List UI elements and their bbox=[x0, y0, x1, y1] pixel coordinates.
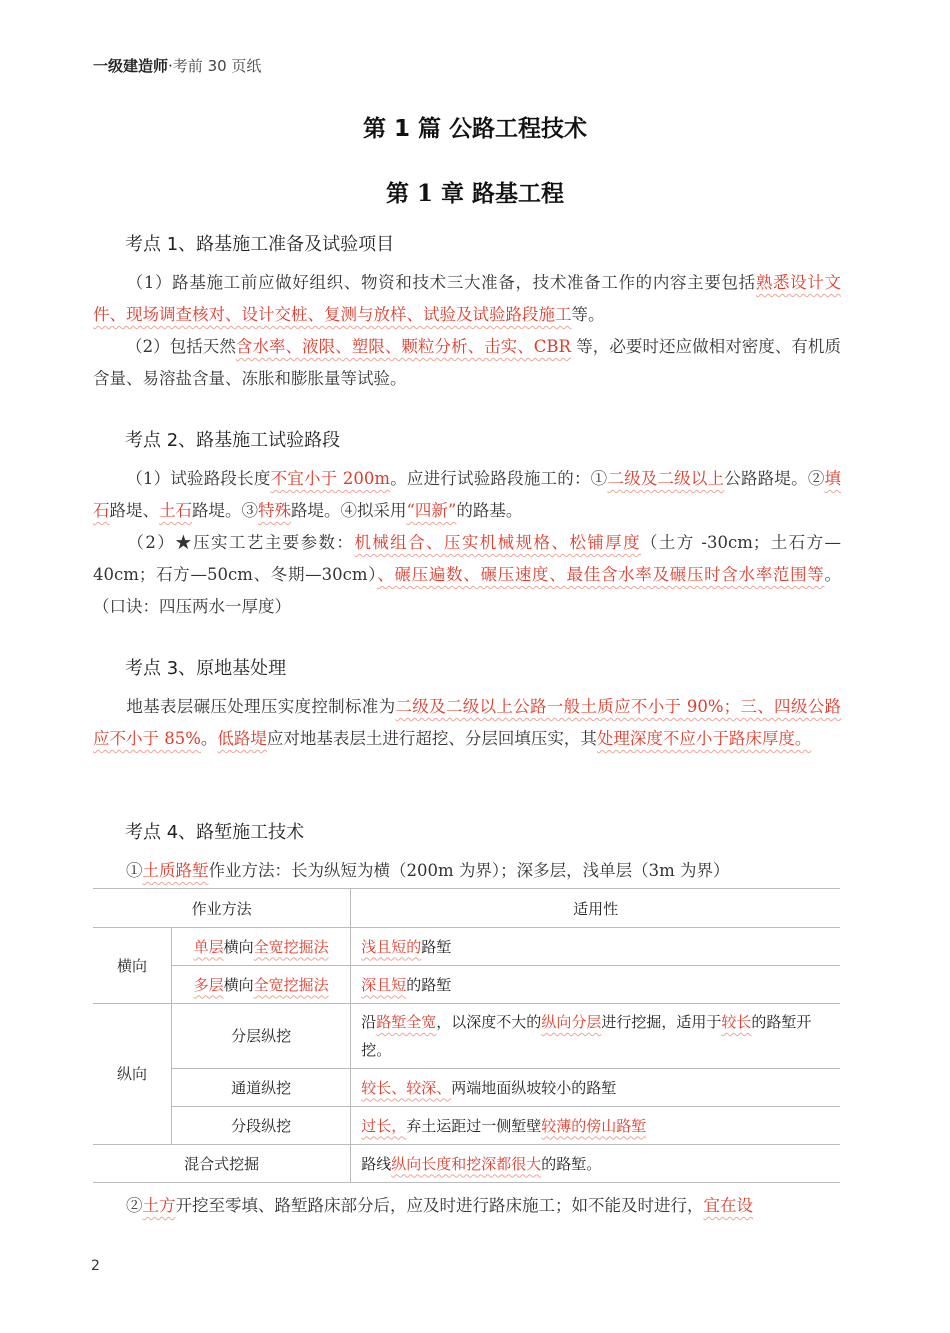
text-run: 地基表层碾压处理压实度控制标准为 bbox=[126, 697, 396, 716]
text-run: 路堤、 bbox=[109, 501, 159, 520]
text-run: （土方 -30cm；土石方—40cm；石方—50cm、冬期—30cm） bbox=[93, 533, 842, 584]
highlighted-text: 较长、较深、 bbox=[361, 1078, 452, 1097]
highlighted-text: 过长， bbox=[361, 1116, 407, 1135]
text-run: 的路堑。 bbox=[541, 1154, 602, 1173]
applicability-cell bbox=[351, 1145, 840, 1183]
highlighted-text: 较长 bbox=[721, 1013, 752, 1031]
text-run: 的路基。 bbox=[456, 501, 523, 520]
paragraph bbox=[93, 855, 841, 887]
highlighted-text: 较薄的傍山路堑 bbox=[541, 1116, 647, 1135]
text-run: 通道纵挖 bbox=[231, 1078, 292, 1097]
page-number: 2 bbox=[91, 1258, 100, 1274]
table-header-row bbox=[93, 889, 840, 928]
text-run: 的路堑开挖。 bbox=[361, 1013, 812, 1059]
highlighted-text: 多层 bbox=[193, 975, 224, 994]
highlighted-text: 处理深度不应小于路床厚度。 bbox=[596, 729, 812, 748]
highlighted-text: 机械组合、压实机械规格、松铺厚度 bbox=[354, 533, 641, 552]
paragraph bbox=[93, 331, 841, 395]
table-row bbox=[93, 1145, 840, 1183]
text-run: 等。 bbox=[571, 305, 605, 324]
highlighted-text: 熟悉设计文件、现场调查核对、设计交桩、复测与放样、试验及试验路段施工 bbox=[93, 273, 842, 324]
book-subtitle: 考前 30 页纸 bbox=[172, 57, 262, 75]
highlighted-text: 全宽挖掘法 bbox=[253, 937, 329, 956]
paragraph bbox=[93, 1190, 841, 1222]
section-heading-1: 考点 1、路基施工准备及试验项目 bbox=[125, 234, 395, 255]
group-longitudinal: 纵向 bbox=[93, 1004, 172, 1145]
highlighted-text: 纵向长度和挖深都很大 bbox=[391, 1154, 542, 1173]
text-run: 弃土运距过一侧堑壁 bbox=[406, 1116, 542, 1135]
section-heading-4: 考点 4、路堑施工技术 bbox=[125, 822, 305, 843]
running-header bbox=[93, 55, 261, 76]
applicability-cell bbox=[351, 928, 840, 966]
text-run: 公路路堤。② bbox=[724, 469, 825, 488]
highlighted-text: 低路堤 bbox=[217, 729, 267, 748]
text-run: 应对地基表层土进行超挖、分层回填压实，其 bbox=[266, 729, 597, 748]
applicability-cell bbox=[351, 1004, 840, 1069]
column-header-method: 作业方法 bbox=[93, 889, 351, 928]
text-run: 路堤。④拟采用 bbox=[291, 501, 407, 520]
group-horizontal: 横向 bbox=[93, 928, 172, 1004]
text-run: ② bbox=[126, 1196, 143, 1215]
table-row bbox=[93, 928, 840, 966]
highlighted-text: 浅且短的 bbox=[361, 937, 422, 956]
table-row bbox=[93, 966, 840, 1004]
paragraph bbox=[93, 463, 841, 527]
highlighted-text: 、碾压遍数、碾压速度、最佳含水率及碾压时含水率范围等 bbox=[377, 565, 825, 584]
highlighted-text: 含水率、液限、塑限、颗粒分析、击实、CBR bbox=[235, 337, 571, 356]
text-run: 开挖至零填、路堑路床部分后，应及时进行路床施工；如不能及时进行， bbox=[175, 1196, 704, 1215]
highlighted-text: 深且短 bbox=[361, 975, 407, 994]
text-run: 横向 bbox=[223, 975, 254, 994]
text-run: 路堑 bbox=[421, 937, 452, 956]
text-run: 路线 bbox=[361, 1154, 392, 1173]
highlighted-text: 单层 bbox=[193, 937, 224, 956]
part-title: 第 1 篇 公路工程技术 bbox=[362, 116, 588, 142]
method-cell bbox=[172, 1069, 351, 1107]
text-run: （1）路基施工前应做好组织、物资和技术三大准备，技术准备工作的内容主要包括 bbox=[126, 273, 756, 292]
text-run: ① bbox=[126, 861, 143, 880]
text-run: 路堤。③ bbox=[192, 501, 258, 520]
highlighted-text: 不宜小于 200m bbox=[270, 469, 390, 488]
text-run: 。应进行试验路段施工的：① bbox=[389, 469, 608, 488]
section-heading-3: 考点 3、原地基处理 bbox=[125, 658, 287, 679]
paragraph bbox=[93, 267, 841, 331]
text-run: 分层纵挖 bbox=[231, 1027, 292, 1045]
text-run: （2）包括天然 bbox=[126, 337, 236, 356]
text-run: 混合式挖掘 bbox=[184, 1154, 260, 1173]
paragraph bbox=[93, 691, 841, 755]
highlighted-text: 纵向分层 bbox=[541, 1013, 602, 1031]
highlighted-text: 特殊 bbox=[258, 501, 291, 520]
method-cell bbox=[93, 1145, 351, 1183]
applicability-cell bbox=[351, 1107, 840, 1145]
highlighted-text: 二级及二级以上公路一般土质应不小于 90%；三、四级公路应不小于 85% bbox=[93, 697, 842, 748]
highlighted-text: 二级及二级以上 bbox=[607, 469, 725, 488]
text-run: 等，必要时还应做相对密度、有机质含量、易溶盐含量、冻胀和膨胀量等试验。 bbox=[93, 337, 841, 388]
column-header-applicability: 适用性 bbox=[351, 889, 840, 928]
highlighted-text: 路堑全宽 bbox=[376, 1013, 437, 1031]
text-run: 两端地面纵坡较小的路堑 bbox=[451, 1078, 617, 1097]
method-cell bbox=[172, 928, 351, 966]
text-run: （1）试验路段长度 bbox=[126, 469, 271, 488]
text-run: 。（口诀：四压两水一厚度） bbox=[93, 565, 842, 616]
highlighted-text: 土方 bbox=[142, 1196, 176, 1215]
method-cell bbox=[172, 1107, 351, 1145]
table-row bbox=[93, 1004, 840, 1069]
highlighted-text: 土石 bbox=[159, 501, 192, 520]
highlighted-text: 填石 bbox=[93, 469, 842, 520]
text-run: （2）★压实工艺主要参数： bbox=[126, 533, 355, 552]
text-run: 分段纵挖 bbox=[231, 1116, 292, 1135]
applicability-cell bbox=[351, 1069, 840, 1107]
section-heading-2: 考点 2、路基施工试验路段 bbox=[125, 430, 341, 451]
highlighted-text: 土质路堑 bbox=[142, 861, 209, 880]
text-run: 的路堑 bbox=[406, 975, 452, 994]
text-run: ，以深度不大的 bbox=[436, 1013, 542, 1031]
text-run: 沿 bbox=[361, 1013, 377, 1031]
highlighted-text: 全宽挖掘法 bbox=[253, 975, 329, 994]
book-name: 一级建造师 bbox=[93, 57, 169, 75]
paragraph bbox=[93, 527, 841, 623]
text-run: 横向 bbox=[223, 937, 254, 956]
chapter-title: 第 1 章 路基工程 bbox=[385, 180, 565, 207]
method-cell bbox=[172, 1004, 351, 1069]
text-run: 。 bbox=[200, 729, 218, 748]
applicability-cell bbox=[351, 966, 840, 1004]
highlighted-text: 宜在设 bbox=[703, 1196, 753, 1215]
text-run: 进行挖掘，适用于 bbox=[601, 1013, 722, 1031]
highlighted-text: “四新” bbox=[406, 501, 457, 520]
table-row bbox=[93, 1069, 840, 1107]
method-cell bbox=[172, 966, 351, 1004]
excavation-methods-table bbox=[93, 888, 840, 1183]
text-run: 作业方法：长为纵短为横（200m 为界）；深多层，浅单层（3m 为界） bbox=[208, 861, 730, 880]
header-separator: · bbox=[168, 57, 173, 75]
table-row bbox=[93, 1107, 840, 1145]
